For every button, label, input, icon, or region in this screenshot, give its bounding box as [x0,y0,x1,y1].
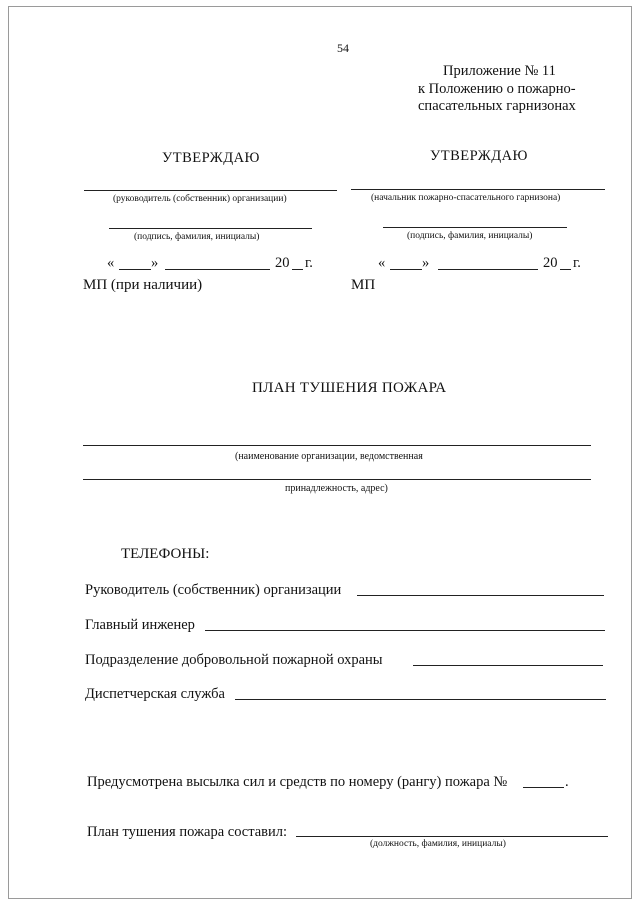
dispatch-end: . [565,774,569,790]
approve-title-left: УТВЕРЖДАЮ [162,150,260,166]
sign-line-left[interactable] [109,228,312,229]
stamp-right: МП [351,277,376,293]
appendix-line-3: спасательных гарнизонах [418,98,576,114]
date-month-line-left[interactable] [165,269,270,270]
org-name-line-1[interactable] [83,445,591,446]
org-name-line-2[interactable] [83,479,591,480]
date-quote-open-left: « [107,255,115,271]
stamp-left: МП (при наличии) [83,277,203,293]
approve-title-right: УТВЕРЖДАЮ [430,148,528,164]
date-day-line-right[interactable] [390,269,422,270]
page-number: 54 [337,41,349,55]
date-year-line-right[interactable] [560,269,571,270]
dispatch-rank-field[interactable] [523,787,564,788]
phones-heading: ТЕЛЕФОНЫ: [121,546,210,562]
date-year-left: 20 [275,255,290,271]
phone-field-dispatch[interactable] [235,699,606,700]
sign-caption-right: (подпись, фамилия, инициалы) [407,231,533,241]
date-day-line-left[interactable] [119,269,151,270]
role-caption-right: (начальник пожарно-спасательного гарнизона) [371,193,561,203]
author-field[interactable] [296,836,608,837]
appendix-line-2: к Положению о пожарно- [418,81,576,97]
date-year-suffix-right: г. [573,255,581,271]
phone-label-director: Руководитель (собственник) организации [85,582,342,598]
phone-field-volunteer-fire[interactable] [413,665,603,666]
phone-field-director[interactable] [357,595,604,596]
sign-caption-left: (подпись, фамилия, инициалы) [134,232,260,242]
role-line-left[interactable] [84,190,337,191]
date-month-line-right[interactable] [438,269,538,270]
date-year-line-left[interactable] [292,269,303,270]
plan-title: ПЛАН ТУШЕНИЯ ПОЖАРА [252,380,447,396]
date-quote-close-right: » [422,255,430,271]
date-quote-close-left: » [151,255,159,271]
role-line-right[interactable] [351,189,605,190]
phone-label-dispatch: Диспетчерская служба [85,686,225,702]
dispatch-text: Предусмотрена высылка сил и средств по номеру (рангу) пожара № [87,774,508,790]
date-quote-open-right: « [378,255,386,271]
date-year-right: 20 [543,255,558,271]
document-page [8,6,632,899]
org-caption-2: принадлежность, адрес) [285,483,388,494]
role-caption-left: (руководитель (собственник) организации) [113,194,287,204]
appendix-line-1: Приложение № 11 [443,63,556,79]
phone-label-volunteer-fire: Подразделение добровольной пожарной охраны [85,652,383,668]
phone-label-chief-engineer: Главный инженер [85,617,195,633]
author-caption: (должность, фамилия, инициалы) [370,839,506,849]
phone-field-chief-engineer[interactable] [205,630,605,631]
date-year-suffix-left: г. [305,255,313,271]
author-label: План тушения пожара составил: [87,824,288,840]
org-caption-1: (наименование организации, ведомственная [235,451,423,462]
sign-line-right[interactable] [383,227,567,228]
